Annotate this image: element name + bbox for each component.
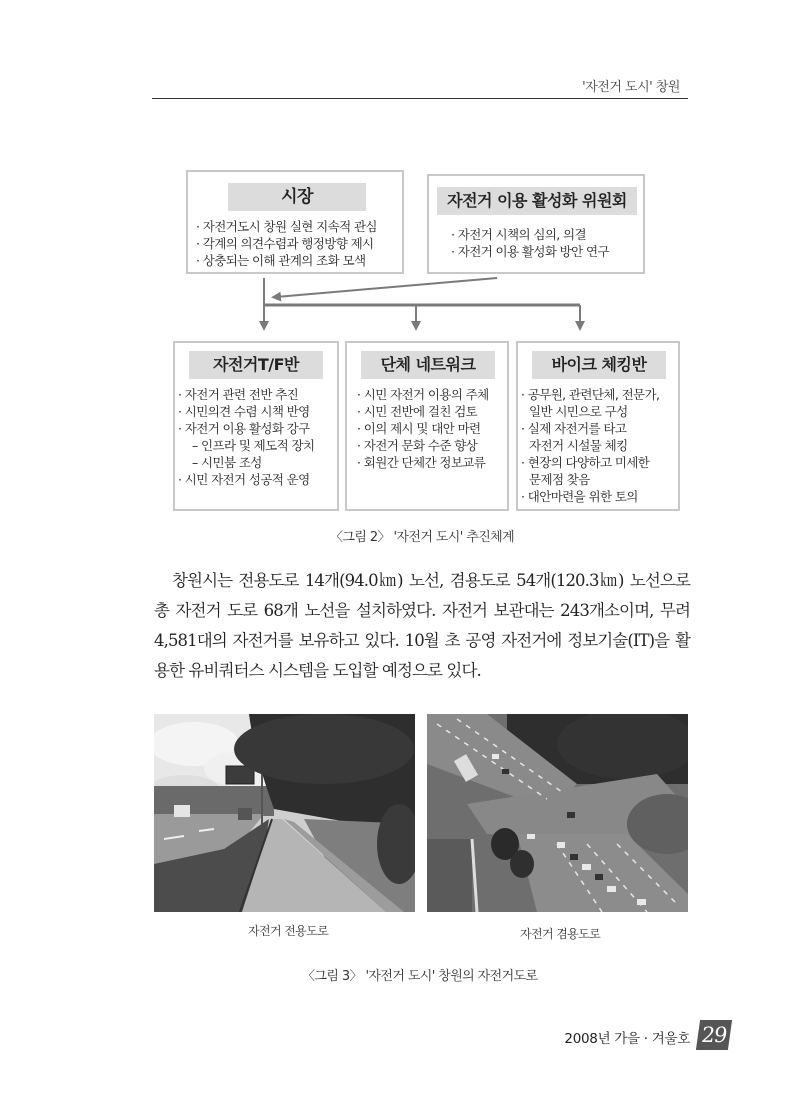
- list-subitem: – 시민붐 조성: [192, 455, 262, 470]
- intersection-photo-image: [427, 714, 688, 912]
- list-item: · 자전거도시 창원 실현 지속적 관심: [196, 219, 377, 234]
- list-item: · 회원간 단체간 정보교류: [357, 455, 486, 470]
- running-head-title: '자전거 도시' 창원: [582, 80, 680, 95]
- network-box-title: 단체 네트워크: [361, 351, 495, 379]
- photo-shared-bike-road: [427, 714, 688, 912]
- list-item: · 자전거 문화 수준 향상: [357, 438, 478, 453]
- body-paragraph: 창원시는 전용도로 14개(94.0㎞) 노선, 겸용도로 54개(120.3㎞) 노선으로 총 자전거 도로 68개 노선을 설치하였다. 자전거 보관대는 243개소이며, 무려 4,581대의 자전거를 보유하고 있다. 10월 초 공영 자전거에 정보기술(IT)을 활용한 유비쿼터스 시스템을 도입할 예정으로 있다.: [154, 571, 690, 680]
- figure-3-caption: 〈그림 3〉 '자전거 도시' 창원의 자전거도로: [302, 969, 538, 984]
- network-box: [345, 341, 509, 511]
- issue-label: 2008년 가을 · 겨울호: [564, 1031, 690, 1047]
- list-item: · 상충되는 이해 관계의 조화 모색: [196, 253, 366, 268]
- page-footer: [490, 1020, 730, 1050]
- committee-box-items: [451, 226, 609, 260]
- list-item-continuation: 자전거 시설물 체킹: [529, 438, 628, 453]
- list-item: · 현장의 다양하고 미세한: [521, 455, 650, 470]
- photo-shared-caption: 자전거 겸용도로: [520, 927, 601, 941]
- list-item: · 대안마련을 위한 토의: [521, 489, 638, 504]
- list-item: · 시민 자전거 성공적 운영: [178, 472, 310, 487]
- running-head: [152, 72, 688, 99]
- figure-2-caption: 〈그림 2〉 '자전거 도시' 추진체계: [330, 530, 515, 545]
- list-item: · 공무원, 관련단체, 전문가,: [521, 387, 660, 402]
- list-item-continuation: 일반 시민으로 구성: [529, 404, 628, 419]
- list-item: · 시민 전반에 걸친 검토: [357, 404, 478, 419]
- list-item: · 시민 자전거 이용의 주체: [357, 387, 489, 402]
- list-item: · 자전거 이용 활성화 강구: [178, 421, 310, 436]
- list-item: · 시민의견 수렴 시책 반영: [178, 404, 310, 419]
- photo-dedicated-caption: 자전거 전용도로: [248, 924, 329, 938]
- bike-checking-box: [516, 341, 680, 511]
- list-item: · 실제 자전거를 타고: [521, 421, 627, 436]
- list-item: · 자전거 이용 활성화 방안 연구: [451, 244, 609, 259]
- list-subitem: – 인프라 및 제도적 장치: [192, 438, 315, 453]
- committee-box: [427, 174, 645, 274]
- bike-road-photo-image: [154, 714, 415, 912]
- mayor-box: [186, 170, 404, 274]
- mayor-box-items: [196, 218, 377, 269]
- photo-dedicated-bike-road: [154, 714, 415, 912]
- mayor-box-title: 시장: [228, 183, 366, 211]
- tf-team-box: [173, 341, 339, 511]
- list-item: · 이의 제시 및 대안 마련: [357, 421, 481, 436]
- page-number: 29: [696, 1020, 732, 1050]
- list-item-continuation: 문제점 찾음: [529, 472, 590, 487]
- list-item: · 각계의 의견수렴과 행정방향 제시: [196, 236, 374, 251]
- network-box-items: [357, 386, 489, 471]
- tf-team-box-title: 자전거T/F반: [189, 351, 323, 379]
- bike-checking-box-title: 바이크 체킹반: [532, 351, 666, 379]
- committee-box-title: 자전거 이용 활성화 위원회: [437, 187, 637, 215]
- list-item: · 자전거 시책의 심의, 의결: [451, 227, 586, 242]
- tf-team-box-items: [178, 386, 314, 488]
- bike-checking-box-items: [521, 386, 659, 505]
- list-item: · 자전거 관련 전반 추진: [178, 387, 299, 402]
